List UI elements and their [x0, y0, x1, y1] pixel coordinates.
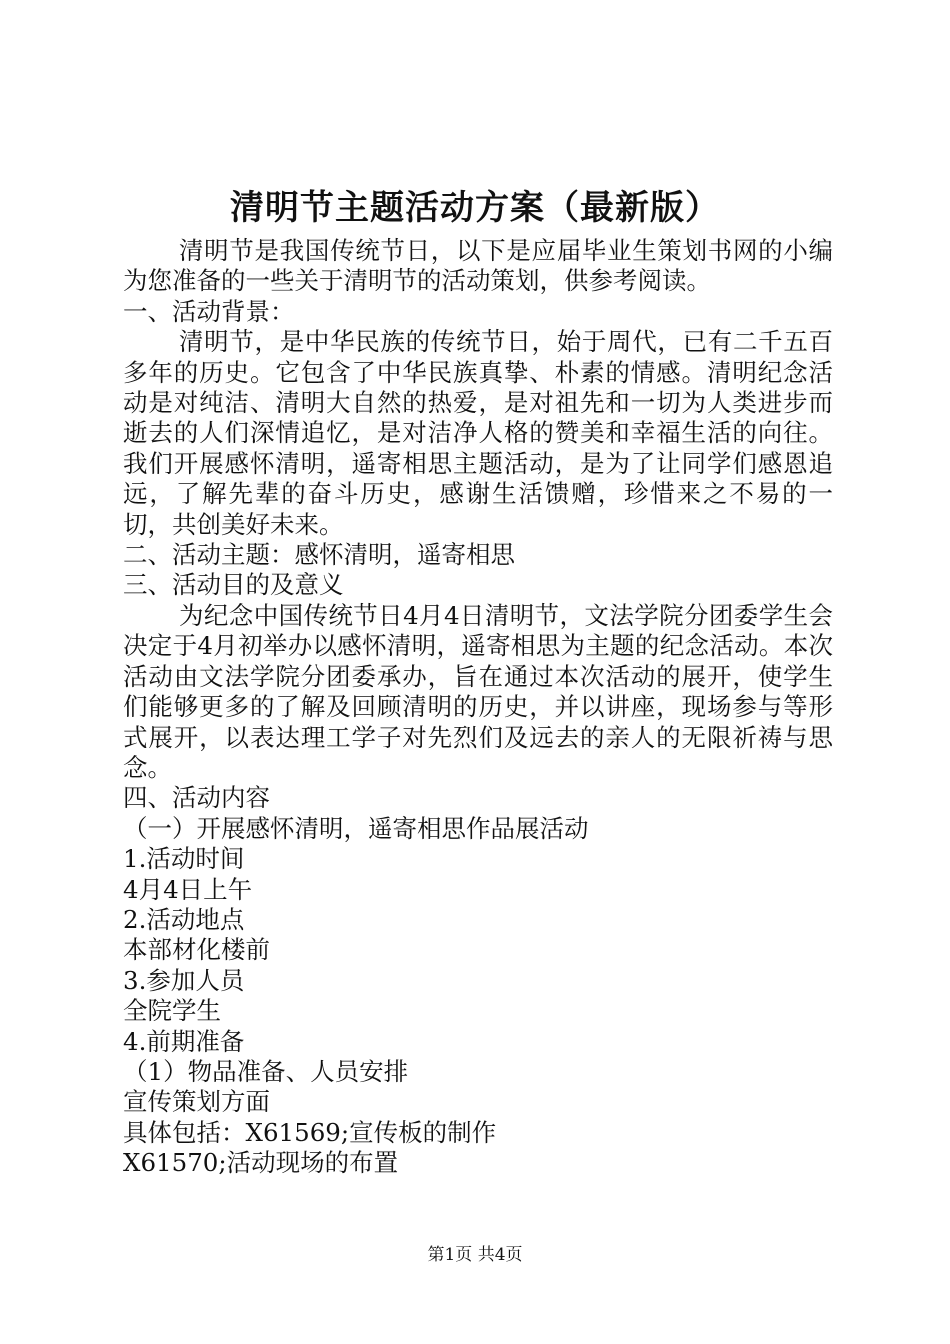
document-title: 清明节主题活动方案（最新版） — [230, 188, 720, 228]
paragraph: 二、活动主题：感怀清明，遥寄相思 — [123, 540, 515, 570]
paragraph: 一、活动背景： — [123, 296, 295, 326]
paragraph: 3.参加人员 — [123, 965, 245, 995]
paragraph: 宣传策划方面 — [123, 1087, 270, 1117]
document-body — [123, 236, 833, 1179]
paragraph: 4月4日上午 — [123, 874, 253, 904]
paragraph: 清明节是我国传统节日，以下是应届毕业生策划书网的小编为您准备的一些关于清明节的活动策划，供参考阅读。 — [123, 236, 833, 296]
paragraph: （1）物品准备、人员安排 — [123, 1056, 409, 1086]
paragraph: 三、活动目的及意义 — [123, 570, 344, 600]
paragraph: 四、活动内容 — [123, 783, 270, 813]
paragraph: 具体包括：X61569;宣传板的制作 — [123, 1117, 497, 1147]
paragraph: （一）开展感怀清明，遥寄相思作品展活动 — [123, 813, 589, 843]
page-footer: 第1页 共4页 — [427, 1245, 523, 1265]
paragraph: X61570;活动现场的布置 — [123, 1148, 399, 1178]
paragraph: 2.活动地点 — [123, 904, 245, 934]
paragraph: 为纪念中国传统节日4月4日清明节，文法学院分团委学生会决定于4月初举办以感怀清明，遥寄相思为主题的纪念活动。本次活动由文法学院分团委承办，旨在通过本次活动的展开，使学生们能够更多的了解及回顾清明的历史，并以讲座，现场参与等形式展开，以表达理工学子对先烈们及远去的亲人的无限祈祷与思念。 — [123, 600, 833, 782]
paragraph: 本部材化楼前 — [123, 935, 270, 965]
paragraph: 清明节，是中华民族的传统节日，始于周代，已有二千五百多年的历史。它包含了中华民族真挚、朴素的情感。清明纪念活动是对纯洁、清明大自然的热爱，是对祖先和一切为人类进步而逝去的人们深情追忆，是对洁净人格的赞美和幸福生活的向往。我们开展感怀清明，遥寄相思主题活动，是为了让同学们感恩追远，了解先辈的奋斗历史，感谢生活馈赠，珍惜来之不易的一切，共创美好未来。 — [123, 327, 833, 539]
paragraph: 全院学生 — [123, 996, 221, 1026]
paragraph: 4.前期准备 — [123, 1026, 245, 1056]
paragraph: 1.活动时间 — [123, 844, 245, 874]
